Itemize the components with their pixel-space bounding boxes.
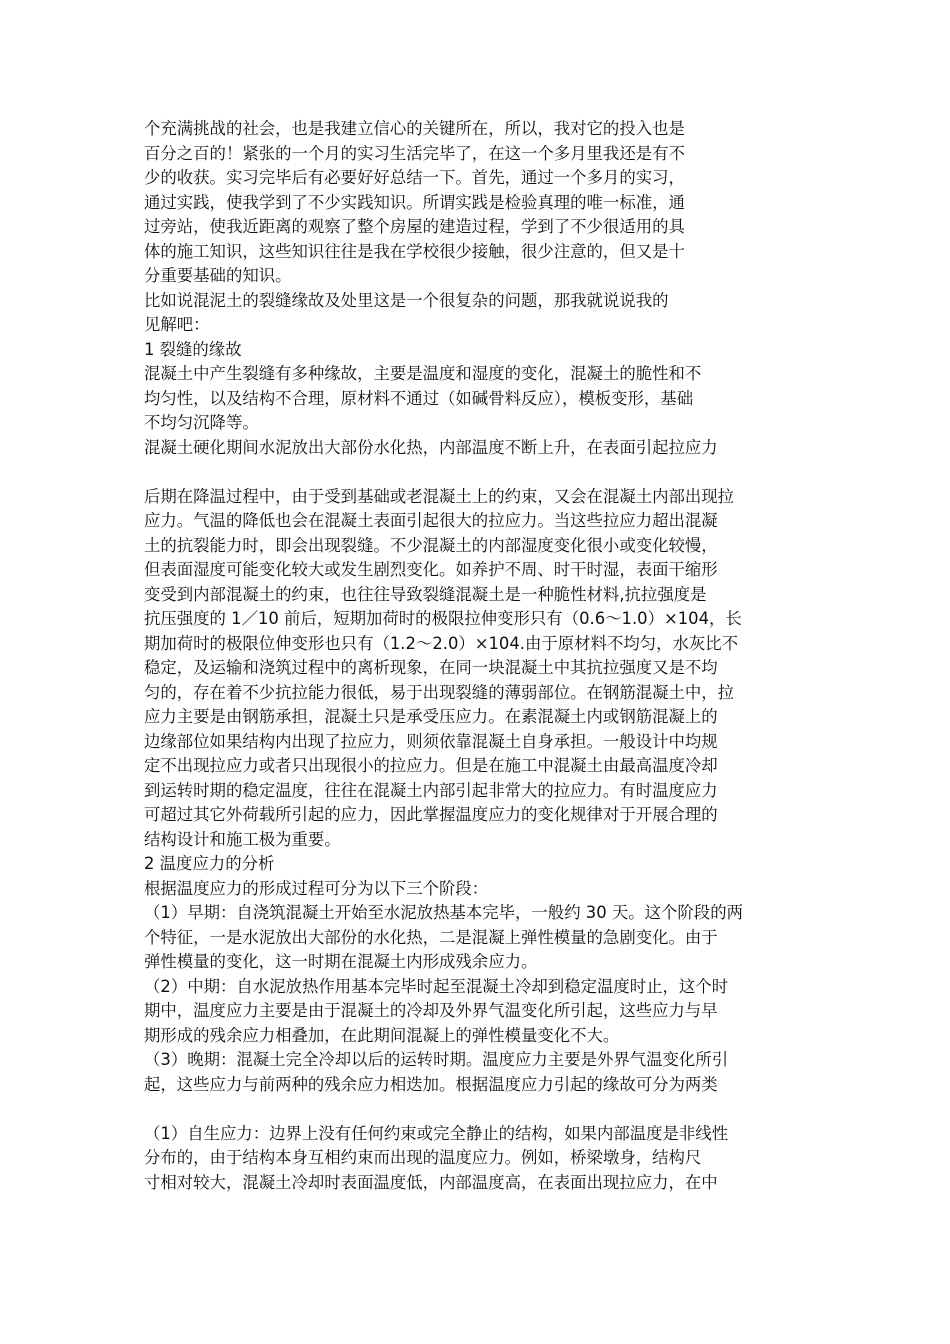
text-line: 变受到内部混凝土的约束，也往往导致裂缝混凝土是一种脆性材料,抗拉强度是: [144, 584, 707, 604]
text-line: 过旁站，使我近距离的观察了整个房屋的建造过程，学到了不少很适用的具: [144, 217, 685, 236]
text-line: 混凝土中产生裂缝有多种缘故，主要是温度和湿度的变化，混凝土的脆性和不: [144, 364, 702, 383]
text-line: 期中，温度应力主要是由于混凝土的冷却及外界气温变化所引起，这些应力与早: [144, 1001, 718, 1020]
text-line: 比如说混泥土的裂缝缘故及处里这是一个很复杂的问题，那我就说说我的: [144, 290, 669, 310]
section-heading: 2 温度应力的分析: [144, 854, 275, 873]
text-line: 体的施工知识，这些知识往往是我在学校很少接触，很少注意的，但又是十: [144, 241, 685, 261]
text-line: 寸相对较大，混凝土冷却时表面温度低，内部温度高，在表面出现拉应力，在中: [144, 1172, 718, 1192]
text-line: 不均匀沉降等。: [144, 413, 259, 432]
text-line: 稳定，及运输和浇筑过程中的离析现象，在同一块混凝土中其抗拉强度又是不均: [144, 658, 718, 677]
text-line: 百分之百的！紧张的一个月的实习生活完毕了，在这一个多月里我还是有不: [144, 143, 685, 163]
text-line: 期形成的残余应力相叠加，在此期间混凝上的弹性模量变化不大。: [144, 1025, 620, 1045]
text-line: 后期在降温过程中，由于受到基础或老混凝土上的约束，又会在混凝土内部出现拉: [144, 486, 735, 506]
text-line: 期加荷时的极限位伸变形也只有（1.2～2.0）×104.由于原材料不均匀，水灰比不: [144, 633, 739, 653]
text-line: （1）早期：自浇筑混凝土开始至水泥放热基本完毕，一般约 30 天。这个阶段的两: [144, 903, 743, 922]
text-line: 均匀性，以及结构不合理，原材料不通过（如碱骨料反应），模板变形，基础: [144, 388, 694, 408]
text-line: 抗压强度的 1／10 前后，短期加荷时的极限拉伸变形只有（0.6～1.0）×104，长: [144, 609, 742, 628]
text-line: （2）中期：自水泥放热作用基本完毕时起至混凝土冷却到稳定温度时止，这个时: [144, 976, 729, 996]
text-line: 少的收获。实习完毕后有必要好好总结一下。首先，通过一个多月的实习，: [144, 168, 685, 187]
text-line: 见解吧：: [144, 315, 210, 334]
text-line: 匀的，存在着不少抗拉能力很低，易于出现裂缝的薄弱部位。在钢筋混凝土中，拉: [144, 682, 735, 702]
text-line: 边缘部位如果结构内出现了拉应力，则须依靠混凝土自身承担。一般设计中均规: [144, 731, 718, 751]
section-heading: 1 裂缝的缘故: [144, 339, 242, 359]
text-line: 土的抗裂能力时，即会出现裂缝。不少混凝土的内部湿度变化很小或变化较慢，: [144, 535, 718, 555]
text-line: 个特征，一是水泥放出大部份的水化热，二是混凝上弹性模量的急剧变化。由于: [144, 927, 718, 947]
text-line: （1）自生应力：边界上没有任何约束或完全静止的结构，如果内部温度是非线性: [144, 1123, 729, 1143]
text-line: 分重要基础的知识。: [144, 266, 292, 285]
text-line: 但表面湿度可能变化较大或发生剧烈变化。如养护不周、时干时湿，表面干缩形: [144, 560, 718, 579]
document-body: [144, 117, 814, 1195]
text-line: 定不出现拉应力或者只出现很小的拉应力。但是在施工中混凝土由最高温度冷却: [144, 756, 718, 775]
text-line: 弹性模量的变化，这一时期在混凝土内形成残余应力。: [144, 952, 538, 971]
text-line: 混凝土硬化期间水泥放出大部份水化热，内部温度不断上升，在表面引起拉应力: [144, 437, 718, 457]
blank-line: [144, 1097, 814, 1122]
text-line: 起，这些应力与前两种的残余应力相迭加。根据温度应力引起的缘故可分为两类: [144, 1074, 718, 1094]
text-line: 到运转时期的稳定温度，往往在混凝土内部引起非常大的拉应力。有时温度应力: [144, 780, 718, 800]
text-line: 个充满挑战的社会，也是我建立信心的关键所在，所以，我对它的投入也是: [144, 119, 685, 138]
blank-line: [144, 460, 814, 485]
text-line: 应力主要是由钢筋承担，混凝土只是承受压应力。在素混凝土内或钢筋混凝上的: [144, 707, 718, 726]
text-line: 结构设计和施工极为重要。: [144, 829, 341, 849]
text-line: 通过实践，使我学到了不少实践知识。所谓实践是检验真理的唯一标准，通: [144, 192, 685, 212]
text-line: 可超过其它外荷载所引起的应力，因此掌握温度应力的变化规律对于开展合理的: [144, 805, 718, 824]
text-line: 根据温度应力的形成过程可分为以下三个阶段：: [144, 878, 489, 898]
text-line: 应力。气温的降低也会在混凝土表面引起很大的拉应力。当这些拉应力超出混凝: [144, 511, 718, 530]
text-line: 分布的，由于结构本身互相约束而出现的温度应力。例如，桥梁墩身，结构尺: [144, 1148, 702, 1167]
text-line: （3）晚期：混凝土完全冷却以后的运转时期。温度应力主要是外界气温变化所引: [144, 1050, 729, 1069]
